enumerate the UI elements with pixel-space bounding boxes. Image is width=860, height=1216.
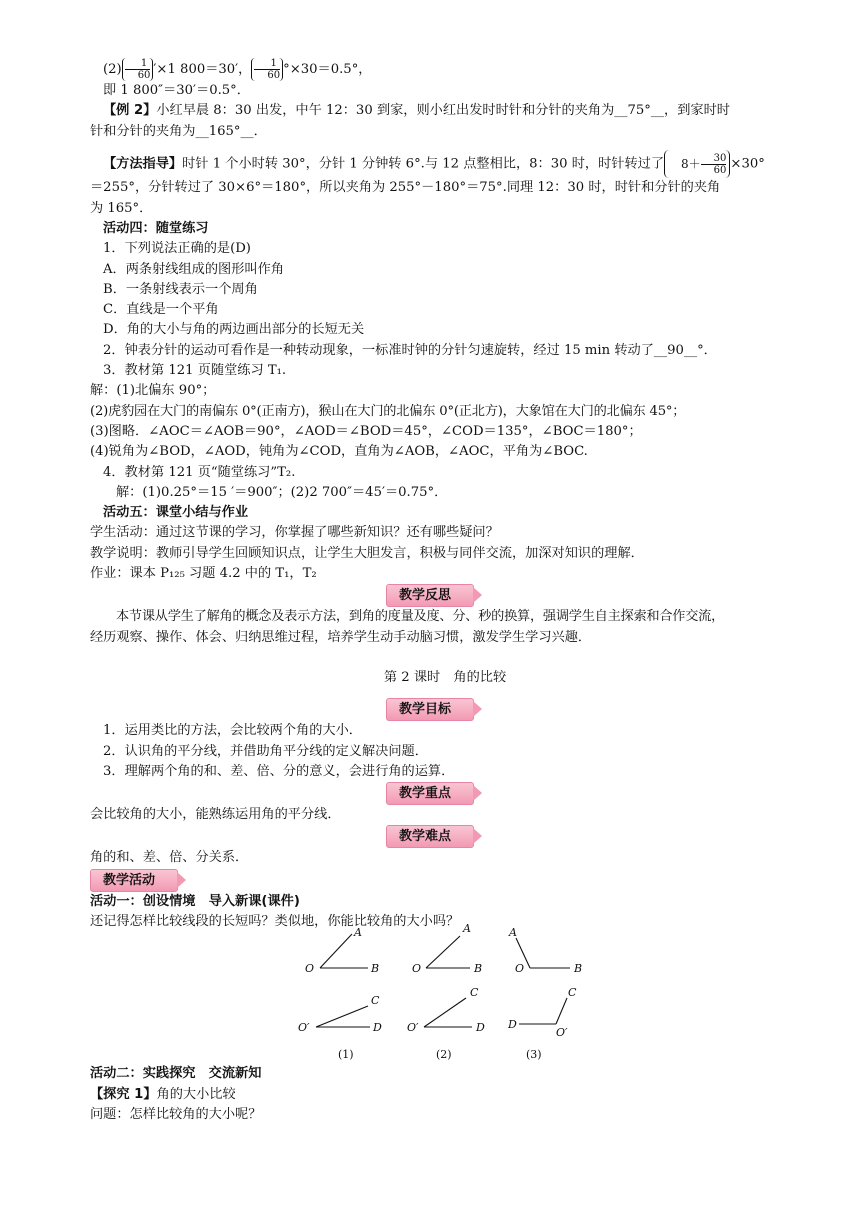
method-guide-cont: 为 165°． [90, 200, 153, 216]
label-C: C [371, 994, 380, 1008]
text-line: 作业：课本 P₁₂₅ 习题 4.2 中的 T₁，T₂ [90, 566, 317, 582]
activity-4-heading: 活动四：随堂练习 [103, 220, 209, 236]
question-4: 4．教材第 121 页“随堂练习”T₂. [103, 464, 296, 480]
text-line: 还记得怎样比较线段的长短吗？类似地，你能比较角的大小吗？ [90, 914, 460, 929]
option-d: D．角的大小与角的两边画出部分的长短无关 [103, 322, 365, 338]
activity-2-heading: 活动二：实践探究 交流新知 [90, 1066, 262, 1082]
section-badge: 教学反思 [386, 584, 474, 607]
question-1: 1．下列说法正确的是(D) [103, 241, 251, 257]
method-guide-cont: ＝255°，分针转过了 30×6°＝180°，所以夹角为 255°－180°＝75°.同理 12：30 时，时针和分针的夹角 [90, 180, 721, 196]
section-badge: 教学活动 [90, 869, 178, 892]
label-A: A [509, 926, 517, 940]
label-D: D [508, 1018, 517, 1032]
label-B: B [371, 962, 380, 976]
option-a: A．两条射线组成的图形叫作角 [103, 261, 284, 277]
label-O-prime: O′ [407, 1021, 419, 1035]
text-line: 学生活动：通过这节课的学习，你掌握了哪些新知识？还有哪些疑问？ [90, 525, 499, 541]
key-badge-row [90, 782, 800, 805]
section-badge: 教学难点 [386, 825, 474, 848]
text-line: 即 1 800″＝30′＝0.5°． [103, 83, 250, 98]
label-O: O [515, 962, 525, 976]
section-badge: 教学重点 [386, 782, 474, 805]
goal-item: 2．认识角的平分线，并借助角平分线的定义解决问题． [103, 743, 428, 759]
label-O: O [412, 962, 422, 976]
question-3: 3．教材第 121 页随堂练习 T₁. [103, 363, 287, 379]
mixed-fraction: 8＋ $\frac{30}{60}$ [664, 150, 730, 178]
solution-line: (4)锐角为∠BOD，∠AOD，钝角为∠COD，直角为∠AOB，∠AOC，平角为∠BOC. [90, 444, 588, 460]
document-page [90, 58, 800, 1125]
difficult-badge-row [90, 825, 800, 848]
fraction: $\frac{1}{60}$ [122, 58, 154, 81]
angle-comparison-figure [90, 922, 800, 1064]
angle-1-top [320, 934, 368, 968]
conversion-line: (2) $\frac{1}{60}$ ′×1 800＝30′， $\frac{1}{60}$ °×30＝0.5°， [103, 58, 372, 81]
label-B: B [574, 962, 583, 976]
angle-3-bottom [519, 998, 567, 1024]
question-2: 2．钟表分针的运动可看作是一种转动现象，一标准时钟的分针匀速旋转，经过 15 min 转动了__90__°． [103, 342, 717, 358]
angle-3-top [516, 938, 570, 968]
fraction: $\frac{1}{60}$ [251, 58, 283, 81]
section-badge: 教学目标 [386, 698, 474, 721]
solution-line: (3)图略．∠AOC＝∠AOB＝90°，∠AOD＝∠BOD＝45°，∠COD＝135°，∠BOC＝180°； [90, 423, 642, 439]
caption-2: (2) [436, 1048, 452, 1062]
answer-blank: __165°__ [195, 123, 254, 139]
label-O-prime: O′ [298, 1021, 310, 1035]
option-c: C．直线是一个平角 [103, 302, 219, 318]
angle-1-bottom [316, 1006, 370, 1027]
goal-item: 3．理解两个角的和、差、倍、分的意义，会进行角的运算． [103, 763, 455, 779]
example-2-cont: 针和分针的夹角为__165°__． [90, 123, 267, 139]
angle-2-top [426, 936, 470, 968]
answer-blank: __90__ [653, 342, 698, 358]
solution-line: (2)虎豹园在大门的南偏东 0°(正南方)，猴山在大门的北偏东 0°(正北方)，大象馆在大门的北偏东 45°； [90, 403, 686, 419]
label-A: A [354, 926, 362, 940]
label-C: C [568, 986, 577, 1000]
label-C: C [470, 986, 479, 1000]
solution-line: 解：(1)北偏东 90°； [90, 383, 216, 399]
label-O: O [305, 962, 315, 976]
activity-5-heading: 活动五：课堂小结与作业 [103, 505, 249, 521]
method-guide: 【方法指导】时针 1 个小时转 30°，分针 1 分钟转 6°.与 12 点整相比，8：30 时，时针转过了 8＋ $\frac{30}{60}$ ×30° [90, 150, 800, 179]
lesson-title: 第 2 课时 角的比较 [383, 669, 507, 685]
label-A: A [463, 922, 471, 936]
example-2: 【例 2】小红早晨 8：30 出发，中午 12：30 到家，则小红出发时时针和分针的夹角为__75°__，到家时时 [103, 103, 730, 119]
reflection-text: 经历观察、操作、体会、归纳思维过程，培养学生动手动脑习惯，激发学生学习兴趣． [90, 629, 592, 645]
solution-line: 解：(1)0.25°＝15 ′＝900″；(2)2 700″＝45′＝0.75°． [116, 484, 448, 500]
reflection-badge-row [90, 584, 800, 607]
angle-2-bottom [424, 998, 472, 1027]
activity-1-heading: 活动一：创设情境 导入新课(课件) [90, 893, 300, 909]
question-line: 问题：怎样比较角的大小呢？ [90, 1106, 262, 1122]
option-b: B．一条射线表示一个周角 [103, 281, 258, 297]
label-D: D [476, 1021, 485, 1035]
goal-item: 1．运用类比的方法，会比较两个角的大小． [103, 723, 362, 739]
goals-badge-row [90, 698, 800, 721]
label-B: B [474, 962, 483, 976]
answer-blank: __75°__ [614, 103, 665, 119]
angle-diagrams [90, 922, 800, 1064]
label-O-prime: O′ [556, 1026, 568, 1040]
activities-badge-row [90, 869, 800, 892]
key-text: 会比较角的大小，能熟练运用角的平分线． [90, 807, 341, 823]
text-line: 教学说明：教师引导学生回顾知识点，让学生大胆发言，积极与同伴交流，加深对知识的理解． [90, 545, 644, 561]
caption-3: (3) [526, 1048, 542, 1062]
caption-1: (1) [338, 1048, 354, 1062]
explore-1: 【探究 1】角的大小比较 [90, 1086, 236, 1102]
reflection-text: 本节课从学生了解角的概念及表示方法，到角的度量及度、分、秒的换算，强调学生自主探索和合作交流， [116, 609, 725, 625]
difficult-text: 角的和、差、倍、分关系． [90, 850, 249, 866]
label-D: D [373, 1021, 382, 1035]
